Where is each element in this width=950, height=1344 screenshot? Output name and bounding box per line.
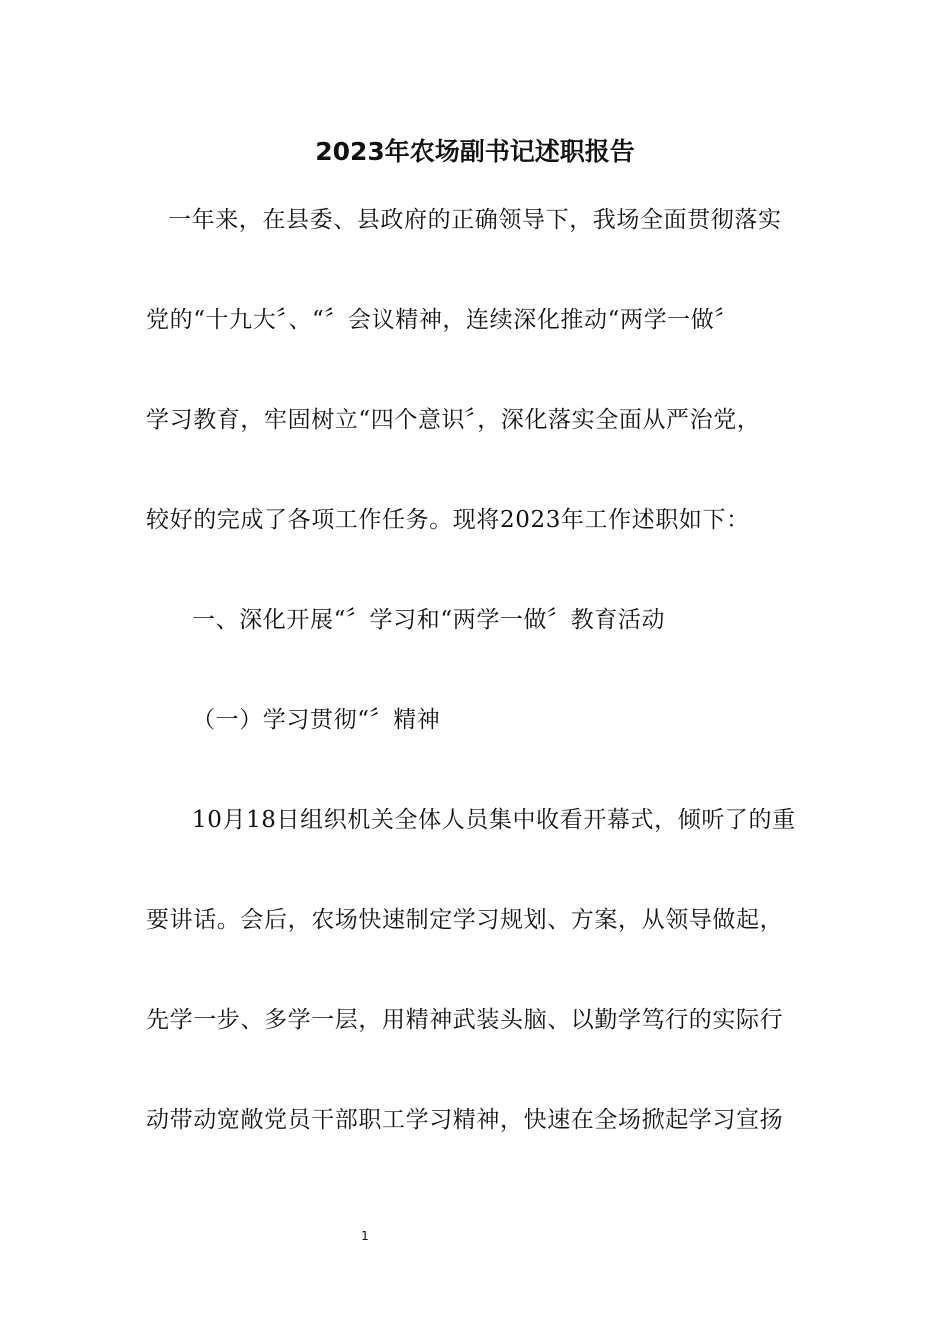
subsection-heading: （一）学习贯彻“〞精神 [192,707,441,733]
section-heading: 一、深化开展“〞学习和“两学一做〞教育活动 [192,607,666,633]
page-number: 1 [361,1229,369,1243]
paragraph-line: 一年来，在县委、县政府的正确领导下，我场全面贯彻落实 [168,207,782,233]
document-title: 2023年农场副书记述职报告 [315,137,635,166]
paragraph-line: 要讲话。会后，农场快速制定学习规划、方案，从领导做起， [146,907,784,933]
paragraph-line: 学习教育，牢固树立“四个意识〞，深化落实全面从严治党， [146,407,761,433]
paragraph-line: 动带动宽敞党员干部职工学习精神，快速在全场掀起学习宣扬 [146,1107,784,1133]
paragraph-line: 10月18日组织机关全体人员集中收看开幕式，倾听了的重 [192,807,796,833]
paragraph-line: 党的“十九大〞、“〞会议精神，连续深化推动“两学一做〞 [146,307,738,333]
paragraph-line: 先学一步、多学一层，用精神武装头脑、以勤学笃行的实际行 [146,1007,784,1033]
paragraph-line: 较好的完成了各项工作任务。现将2023年工作述职如下： [146,507,750,533]
